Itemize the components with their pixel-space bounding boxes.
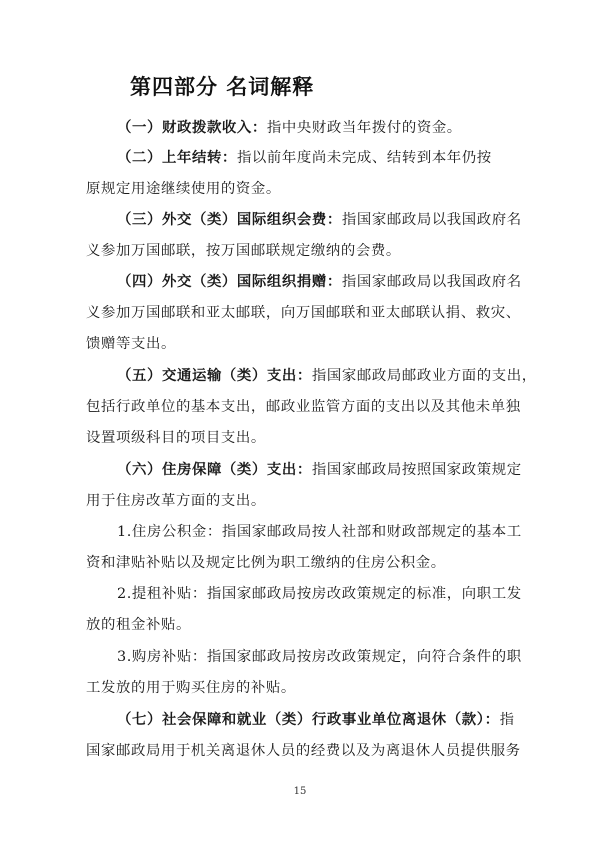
page-title: 第四部分 名词解释 <box>130 75 315 99</box>
paragraph-line <box>117 366 537 386</box>
paragraph-line <box>117 460 522 480</box>
paragraph-line: 放的租金补贴。 <box>86 617 191 633</box>
paragraph-line <box>117 210 522 230</box>
paragraph-line: 1.住房公积金：指国家邮政局按人社部和财政部规定的基本工 <box>117 524 522 540</box>
definition-text: 指国家邮政局以我国政府名 <box>341 274 522 290</box>
term-label: （三）外交（类）国际组织会费： <box>117 212 342 228</box>
paragraph-line: 2.提租补贴：指国家邮政局按房改政策规定的标准，向职工发 <box>117 586 522 602</box>
term-label: （二）上年结转： <box>117 150 237 166</box>
paragraph-line: 义参加万国邮联，按万国邮联规定缴纳的会费。 <box>86 243 401 259</box>
definition-text: 指国家邮政局邮政业方面的支出， <box>311 368 537 384</box>
paragraph-line: 工发放的用于购买住房的补贴。 <box>86 680 296 696</box>
definition-text: 指 <box>499 712 515 728</box>
paragraph-line: 国家邮政局用于机关离退休人员的经费以及为离退休人员提供服务 <box>86 743 521 759</box>
paragraph-line: 包括行政单位的基本支出，邮政业监管方面的支出以及其他未单独 <box>86 399 521 415</box>
page-number: 15 <box>293 786 307 797</box>
term-label: （一）财政拨款收入： <box>117 120 267 136</box>
paragraph-line <box>117 710 515 730</box>
paragraph-line: 义参加万国邮联和亚太邮联，向万国邮联和亚太邮联认捐、救灾、 <box>86 305 521 321</box>
term-label: （七）社会保障和就业（类）行政事业单位离退休（款）： <box>117 712 500 728</box>
definition-text: 指以前年度尚未完成、结转到本年仍按 <box>236 150 492 166</box>
definition-text: 指国家邮政局以我国政府名 <box>341 212 522 228</box>
paragraph-line <box>117 118 462 138</box>
term-label: （五）交通运输（类）支出： <box>117 368 312 384</box>
definition-text: 指中央财政当年拨付的资金。 <box>266 120 462 136</box>
paragraph-line: 用于住房改革方面的支出。 <box>86 493 266 509</box>
paragraph-line <box>117 148 492 168</box>
paragraph-line: 资和津贴补贴以及规定比例为职工缴纳的住房公积金。 <box>86 555 446 571</box>
term-label: （六）住房保障（类）支出： <box>117 462 312 478</box>
definition-text: 指国家邮政局按照国家政策规定 <box>311 462 522 478</box>
paragraph-line: 设置项级科目的项目支出。 <box>86 430 266 446</box>
paragraph-line: 馈赠等支出。 <box>86 336 176 352</box>
paragraph-line: 3.购房补贴：指国家邮政局按房改政策规定，向符合条件的职 <box>117 649 522 665</box>
term-label: （四）外交（类）国际组织捐赠： <box>117 274 342 290</box>
paragraph-line <box>117 272 522 292</box>
paragraph-line: 原规定用途继续使用的资金。 <box>86 181 281 197</box>
